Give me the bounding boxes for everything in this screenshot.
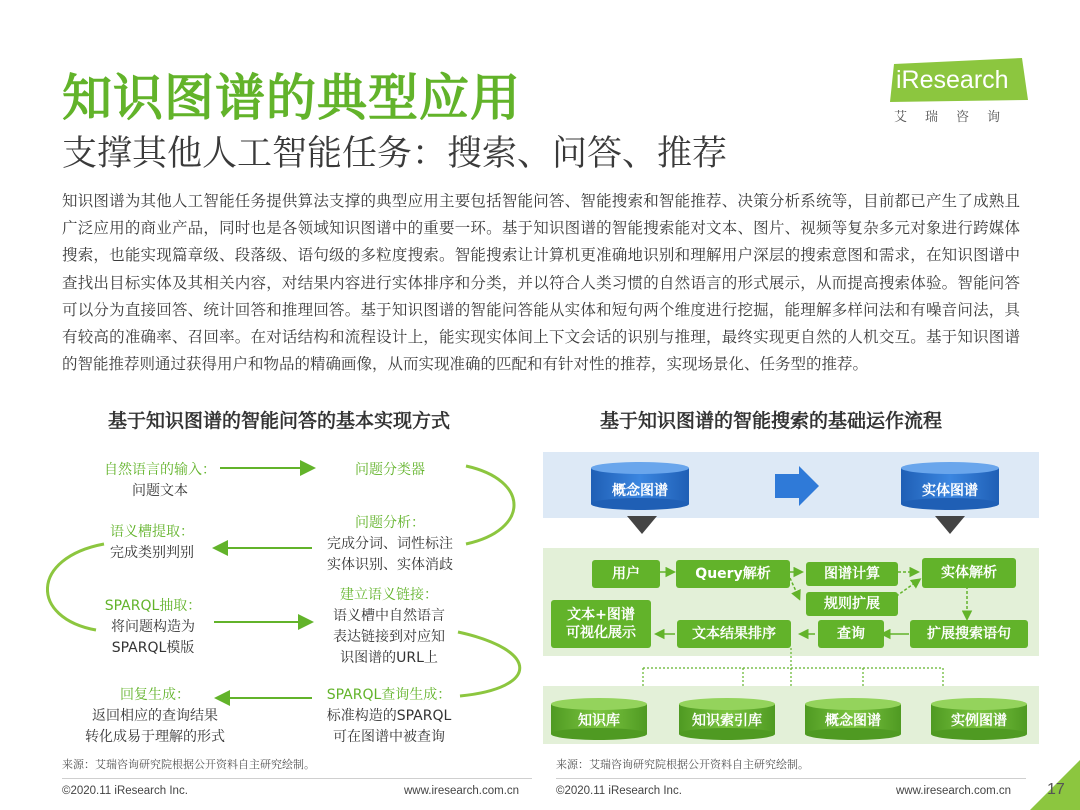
logo-subtext: 艾瑞咨询	[894, 110, 1019, 125]
flow-box-visual-display: 文本+图谱 可视化展示	[551, 600, 651, 648]
footer-url-left: www.iresearch.com.cn	[404, 785, 520, 797]
db-label-index: 知识索引库	[692, 713, 762, 729]
source-note-left: 来源：艾瑞咨询研究院根据公开资料自主研究绘制。	[62, 758, 315, 771]
down-triangle-icon-left	[627, 516, 657, 534]
qa-step-sparql-query: SPARQL查询生成： 标准构造的SPARQL 可在图谱中被查询	[326, 687, 452, 745]
footer-url-right: www.iresearch.com.cn	[896, 785, 1012, 797]
qa-step-input: 自然语言的输入： 问题文本	[104, 462, 216, 499]
footer-copyright-right: ©2020.11 iResearch Inc.	[556, 785, 682, 797]
intro-paragraph: 知识图谱为其他人工智能任务提供算法支撑的典型应用主要包括智能问答、智能搜索和智能推荐、决策分析系统等，目前都已产生了成熟且广泛应用的商业产品，同时也是各领域知识图谱中的重要一环。基于知识图谱的智能搜索能对文本、图片、视频等复杂多元对象进行跨媒体搜索，也能实现篇章级、段落级、语句级的多粒度搜索。智能搜索让计算机更准确地识别和理解用户深层的搜索意图和需求，在知识图谱中查找出目标实体及其相关内容，对结果内容进行实体排序和分类，并以符合人类习惯的自然语言的形式展示，从而提高搜索体验。智能问答可以分为直接回答、统计回答和推理回答。基于知识图谱的智能问答能从实体和短句两个维度进行挖掘，能理解多样问法和有噪音问法，具有较高的准确率、召回率。在对话结构和流程设计上，能实现实体间上下文会话的识别与推理，最终实现更自然的人机交互。基于知识图谱的智能推荐则通过获得用户和物品的精确画像，从而实现准确的匹配和有针对性的推荐，实现场景化、任务型的推荐。	[62, 192, 1020, 374]
page-subtitle: 支撑其他人工智能任务：搜索、问答、推荐	[62, 134, 728, 174]
flow-box-rule-expand: 规则扩展	[806, 592, 898, 616]
footer-copyright-left: ©2020.11 iResearch Inc.	[62, 785, 188, 797]
flow-box-user: 用户	[592, 560, 660, 588]
search-section-title: 基于知识图谱的智能搜索的基础运作流程	[600, 410, 943, 432]
iresearch-logo	[890, 58, 1030, 128]
down-triangle-icon-right	[935, 516, 965, 534]
source-note-right: 来源：艾瑞咨询研究院根据公开资料自主研究绘制。	[556, 758, 809, 771]
footer-divider-right	[556, 778, 1026, 779]
flow-box-graph-compute: 图谱计算	[806, 562, 898, 586]
concept-graph-label: 概念图谱	[612, 483, 668, 499]
logo-text: iResearch	[896, 66, 1009, 94]
qa-step-analysis: 问题分析： 完成分词、词性标注 实体识别、实体消歧	[327, 515, 453, 573]
db-label-instance: 实例图谱	[951, 713, 1007, 729]
qa-step-classifier: 问题分类器	[355, 462, 425, 478]
qa-curve-right-1	[466, 466, 514, 544]
flow-box-query: 查询	[818, 620, 884, 648]
flow-box-expand-query: 扩展搜索语句	[910, 620, 1028, 648]
flow-box-query-parse: Query解析	[676, 560, 790, 588]
footer-divider-left	[62, 778, 532, 779]
qa-section-title: 基于知识图谱的智能问答的基本实现方式	[108, 410, 451, 432]
flow-box-entity-parse: 实体解析	[922, 558, 1016, 588]
entity-graph-label: 实体图谱	[922, 483, 978, 499]
qa-step-slot: 语义槽提取： 完成类别判别	[110, 524, 194, 561]
page-number: 17	[1047, 781, 1065, 798]
blue-arrow-icon	[775, 466, 819, 506]
db-label-knowledge: 知识库	[578, 713, 620, 729]
qa-step-sparql-extract: SPARQL抽取： 将问题构造为 SPARQL模版	[104, 598, 202, 656]
qa-curve-right-2	[458, 632, 520, 696]
page-title: 知识图谱的典型应用	[62, 69, 521, 127]
db-label-concept: 概念图谱	[825, 713, 881, 729]
qa-step-reply: 回复生成： 返回相应的查询结果 转化成易于理解的形式	[85, 687, 225, 745]
flow-box-text-rank: 文本结果排序	[677, 620, 791, 648]
qa-step-semantic-link: 建立语义链接： 语义槽中自然语言 表达链接到对应知 识图谱的URL上	[333, 587, 445, 666]
